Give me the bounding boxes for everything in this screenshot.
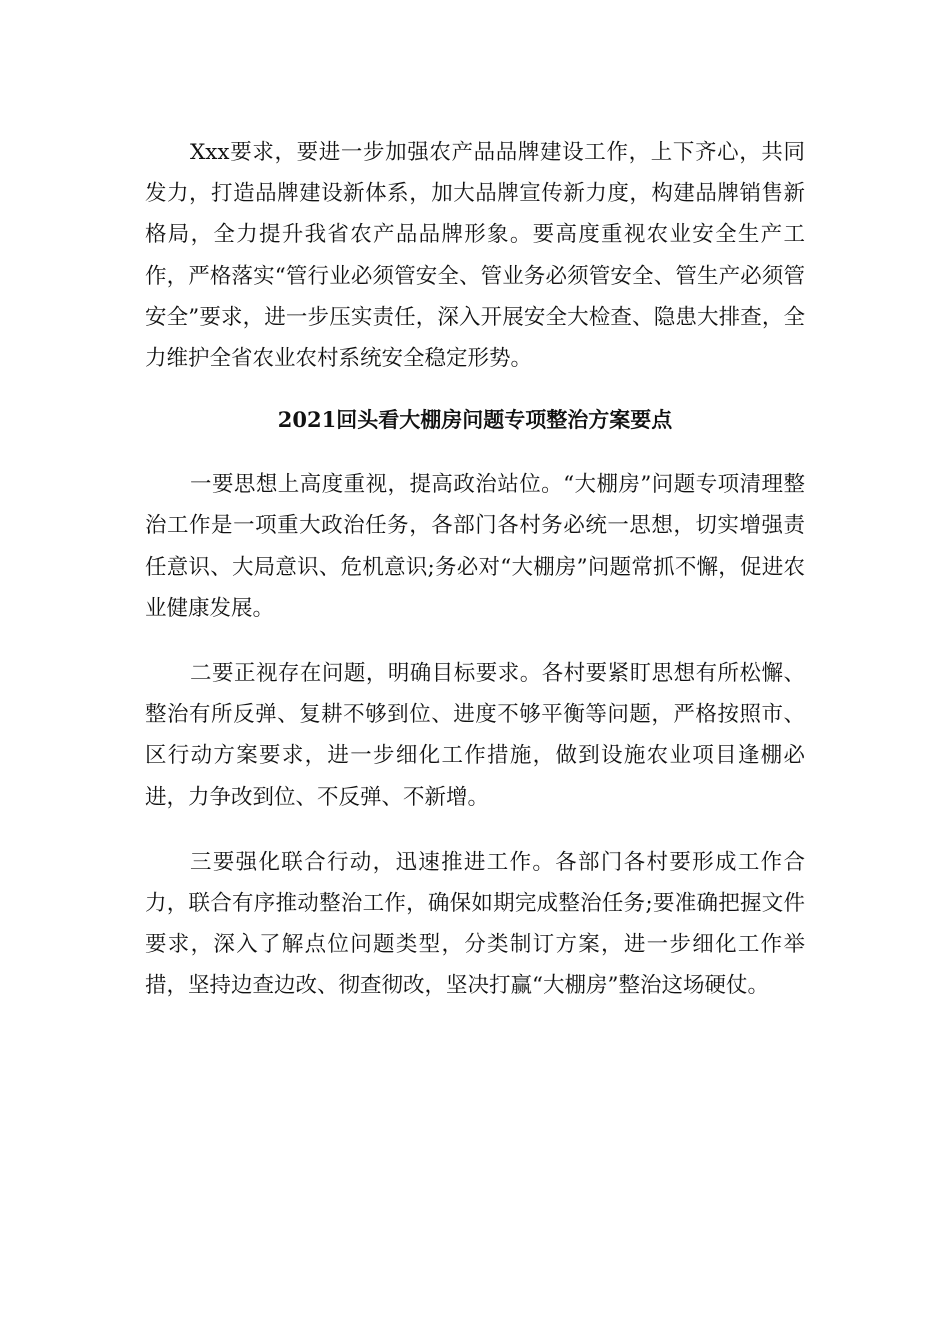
document-body: [145, 132, 805, 1007]
point-two-paragraph: 二要正视存在问题，明确目标要求。各村要紧盯思想有所松懈、整治有所反弹、复耕不够到位、进度不够平衡等问题，严格按照市、区行动方案要求，进一步细化工作措施，做到设施农业项目逢棚必进，力争改到位、不反弹、不新增。: [145, 661, 805, 810]
point-three-paragraph: 三要强化联合行动，迅速推进工作。各部门各村要形成工作合力，联合有序推动整治工作，确保如期完成整治任务;要准确把握文件要求，深入了解点位问题类型，分类制订方案，进一步细化工作举措，坚持边查边改、彻查彻改，坚决打赢“大棚房”整治这场硬仗。: [145, 849, 805, 999]
intro-paragraph: Xxx要求，要进一步加强农产品品牌建设工作，上下齐心，共同发力，打造品牌建设新体系，加大品牌宣传新力度，构建品牌销售新格局，全力提升我省农产品品牌形象。要高度重视农业安全生产工作，严格落实“管行业必须管安全、管业务必须管安全、管生产必须管安全”要求，进一步压实责任，深入开展安全大检查、隐患大排查，全力维护全省农业农村系统安全稳定形势。: [145, 140, 805, 372]
section-title: 2021回头看大棚房问题专项整治方案要点: [277, 407, 673, 433]
point-one-paragraph: 一要思想上高度重视，提高政治站位。“大棚房”问题专项清理整治工作是一项重大政治任务，各部门各村务必统一思想，切实增强责任意识、大局意识、危机意识;务必对“大棚房”问题常抓不懈，促进农业健康发展。: [145, 472, 805, 621]
